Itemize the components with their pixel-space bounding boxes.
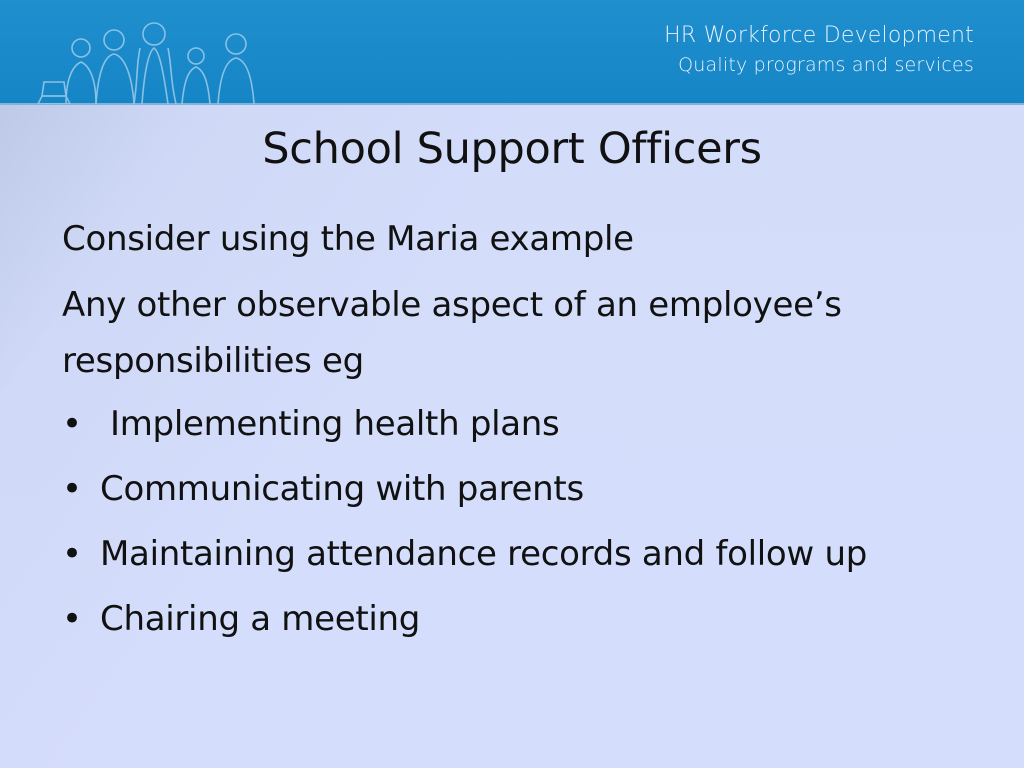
body-paragraph: Any other observable aspect of an employee’s responsibilities eg — [62, 285, 842, 381]
bullet-item — [62, 529, 992, 580]
bullet-text: Implementing health plans — [110, 404, 560, 444]
bullet-icon: • — [62, 534, 82, 574]
brand-name: HR Workforce Development — [664, 23, 974, 48]
bullet-icon: • — [62, 404, 82, 444]
brand-block — [664, 22, 974, 80]
bullet-item — [62, 464, 992, 515]
slide-body — [62, 214, 992, 659]
bullet-text: Chairing a meeting — [100, 599, 421, 639]
header-banner — [0, 0, 1024, 105]
bullet-item — [62, 399, 992, 450]
bullet-icon: • — [62, 469, 82, 509]
people-silhouettes-logo — [36, 18, 286, 104]
body-paragraph: Consider using the Maria example — [62, 219, 634, 259]
bullet-item — [62, 594, 992, 645]
bullet-text: Maintaining attendance records and follow up — [100, 534, 867, 574]
slide-title: School Support Officers — [262, 124, 762, 174]
brand-tagline: Quality programs and services — [678, 54, 974, 76]
bullet-list — [62, 399, 992, 645]
bullet-icon: • — [62, 599, 82, 639]
bullet-text: Communicating with parents — [100, 469, 584, 509]
